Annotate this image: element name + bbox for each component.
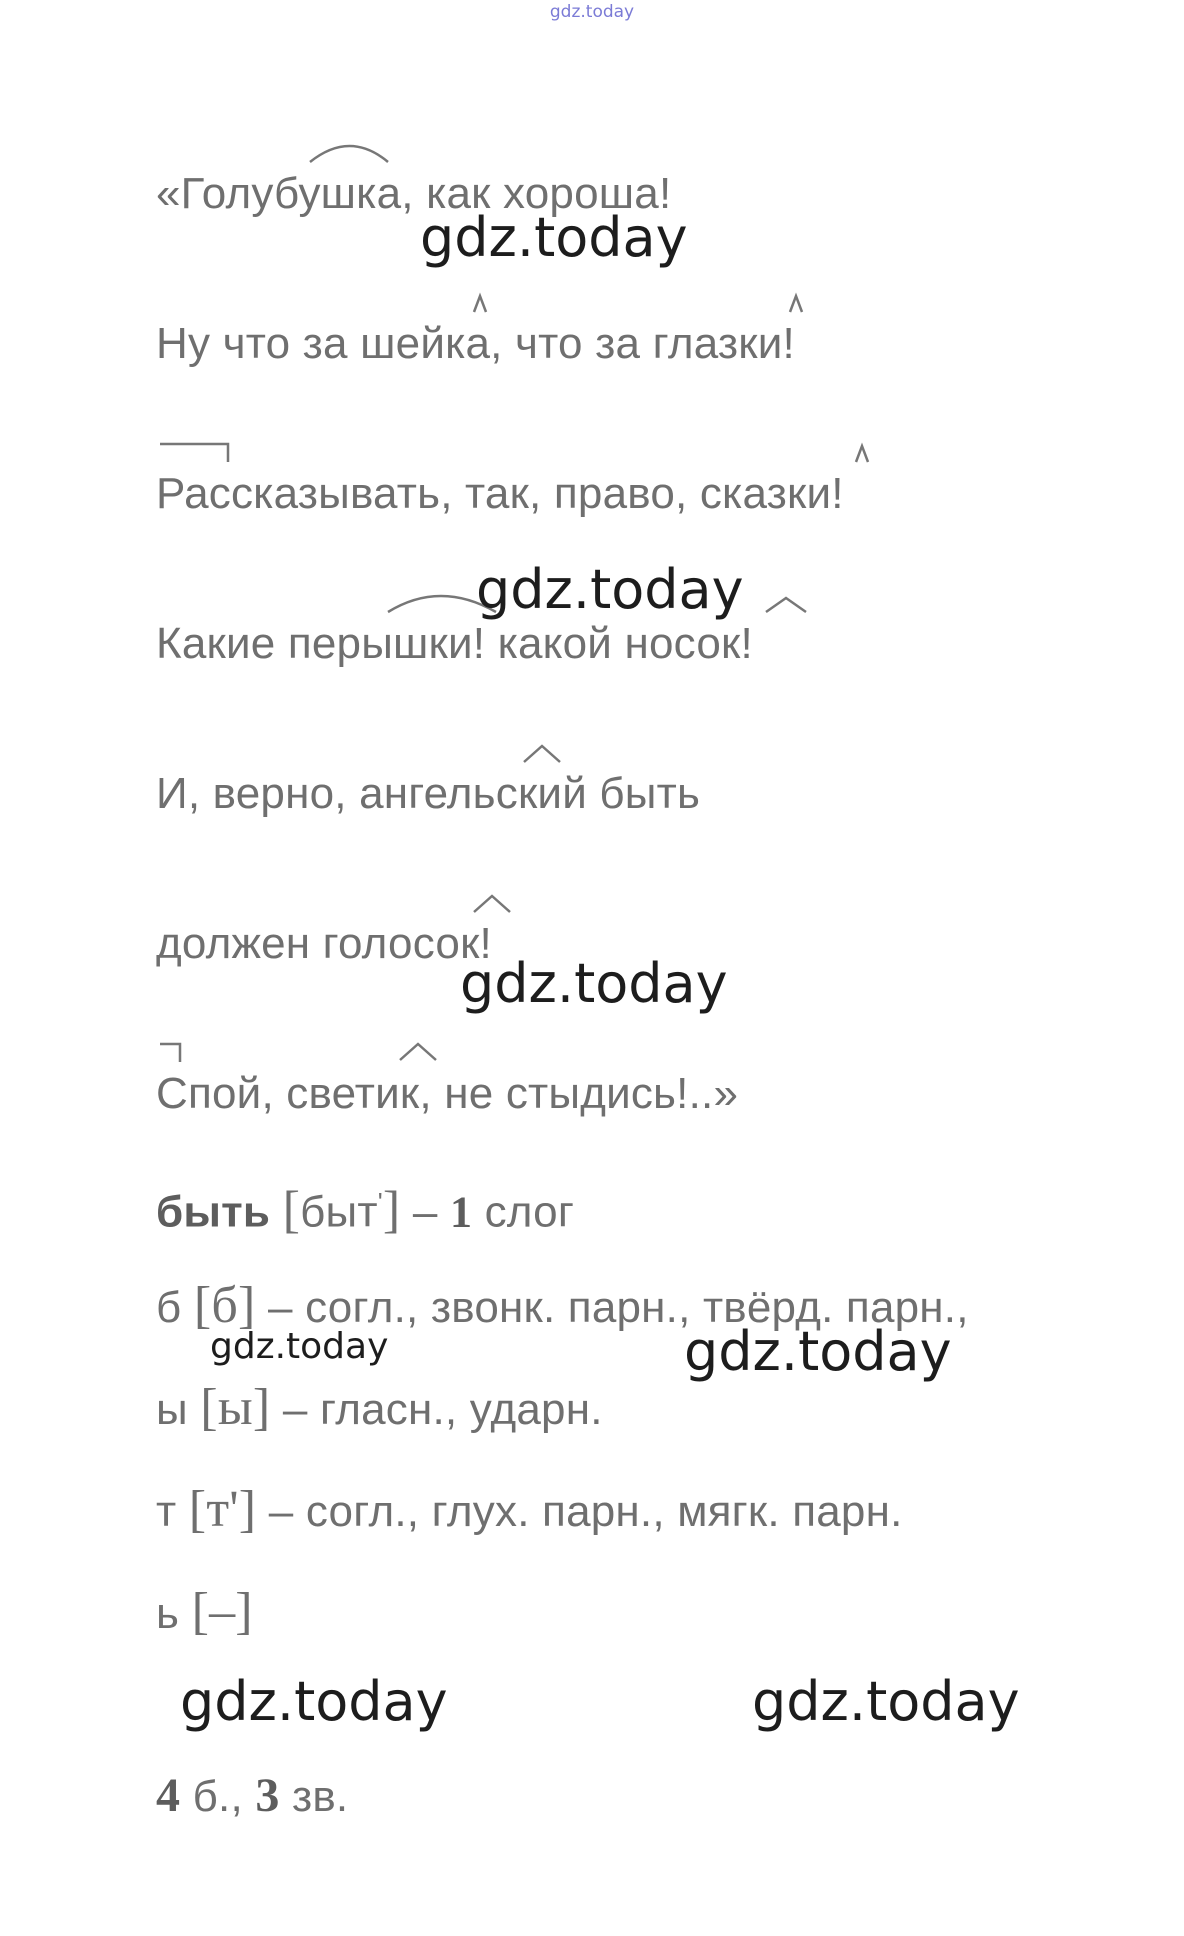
poem-line-4: Какие перышки! какой носок! bbox=[156, 619, 753, 668]
letter-description: – гласн., ударн. bbox=[282, 1385, 603, 1434]
transcription-close: ] bbox=[382, 1181, 401, 1239]
letter-row bbox=[156, 1481, 903, 1538]
caret-mark bbox=[474, 896, 510, 912]
corner-bracket-mark bbox=[160, 444, 228, 462]
arc-mark bbox=[310, 146, 388, 162]
watermark: gdz.today bbox=[420, 206, 688, 269]
transcription-open: [ bbox=[282, 1181, 301, 1239]
watermark: gdz.today bbox=[684, 1320, 952, 1383]
sound: [б] bbox=[193, 1277, 256, 1334]
letter: т bbox=[156, 1487, 177, 1536]
letters-abbr: б., bbox=[192, 1772, 243, 1821]
transcription: быт bbox=[300, 1187, 378, 1237]
caret-mark bbox=[766, 598, 806, 612]
summary bbox=[156, 1770, 348, 1823]
analyzed-word: быть bbox=[156, 1187, 271, 1237]
sounds-count: 3 bbox=[255, 1769, 280, 1822]
poem-line-1: «Голубушка, как хороша! bbox=[156, 169, 672, 218]
caret-mark bbox=[524, 746, 560, 762]
caret-mark bbox=[400, 1044, 436, 1060]
poem-line-6: должен голосок! bbox=[156, 919, 492, 968]
letter: б bbox=[156, 1283, 182, 1332]
corner-bracket-mark bbox=[160, 1044, 180, 1062]
letter-description: – согл., звонк. парн., твёрд. парн., bbox=[267, 1283, 969, 1332]
caret-mark bbox=[790, 296, 802, 312]
poem-line-3: Рассказывать, так, право, сказки! bbox=[156, 469, 844, 518]
watermark: gdz.today bbox=[752, 1670, 1020, 1733]
syllable-word: слог bbox=[484, 1187, 575, 1237]
poem-line-5: И, верно, ангельский быть bbox=[156, 769, 701, 818]
sound: [ы] bbox=[200, 1379, 271, 1436]
letter-description: – согл., глух. парн., мягк. парн. bbox=[268, 1487, 903, 1536]
syllable-count: 1 bbox=[449, 1187, 473, 1237]
watermark: gdz.today bbox=[460, 952, 728, 1015]
caret-mark bbox=[474, 296, 486, 312]
sound: [т'] bbox=[188, 1481, 257, 1538]
letters-count: 4 bbox=[156, 1769, 181, 1822]
letter: ы bbox=[156, 1385, 188, 1434]
caret-mark bbox=[856, 446, 868, 462]
letter: ь bbox=[156, 1589, 180, 1638]
sound: [–] bbox=[191, 1583, 253, 1640]
watermark: gdz.today bbox=[210, 1326, 389, 1367]
watermark: gdz.today bbox=[476, 558, 744, 621]
letter-row bbox=[156, 1583, 253, 1640]
header-watermark: gdz.today bbox=[549, 2, 635, 22]
sounds-abbr: зв. bbox=[291, 1772, 349, 1821]
watermark: gdz.today bbox=[180, 1670, 448, 1733]
poem-line-2: Ну что за шейка, что за глазки! bbox=[156, 319, 795, 368]
word-analysis-heading bbox=[156, 1176, 574, 1239]
soft-mark: ' bbox=[377, 1187, 383, 1217]
heading-dash: – bbox=[400, 1187, 450, 1237]
letter-row bbox=[156, 1379, 603, 1436]
poem-line-7: Спой, светик, не стыдись!..» bbox=[156, 1069, 739, 1118]
